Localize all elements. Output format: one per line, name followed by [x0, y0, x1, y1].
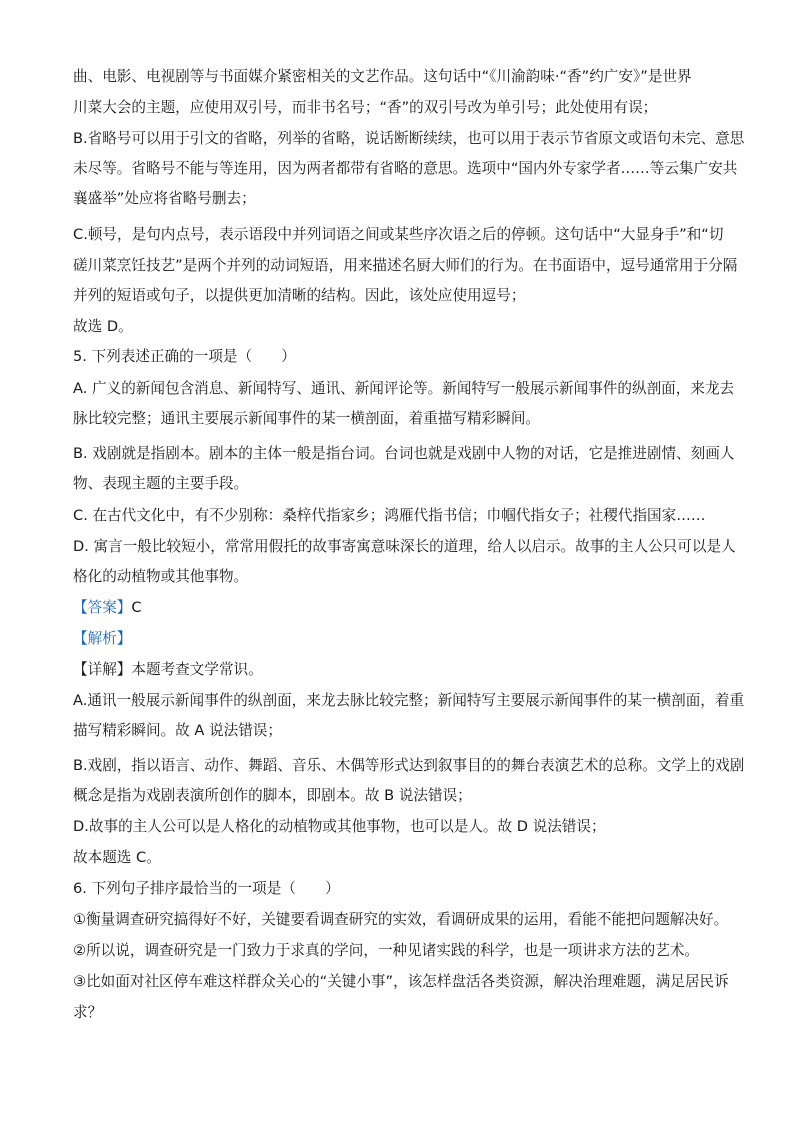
text-line: 描写精彩瞬间。故 A 说法错误；: [73, 722, 282, 739]
text-line: 磋川菜烹饪技艺”是两个并列的动词短语，用来描述名厨大师们的行为。在书面语中，逗号通常用于分隔: [73, 257, 738, 274]
text-line: A.通讯一般展示新闻事件的纵剖面，来龙去脉比较完整；新闻特写主要展示新闻事件的某一横剖面，着重: [73, 692, 745, 709]
answer-label: 【答案】: [73, 599, 132, 616]
question-5-stem: 5. 下列表述正确的一项是（ ）: [73, 348, 296, 365]
question-6-stem: 6. 下列句子排序最恰当的一项是（ ）: [73, 880, 340, 897]
answer-line: [73, 598, 733, 618]
text-line: B.省略号可以用于引文的省略，列举的省略，说话断断续续，也可以用于表示节省原文或语句未完、意思: [73, 130, 745, 147]
text-line: B. 戏剧就是指剧本。剧本的主体一般是指台词。台词也就是戏剧中人物的对话，它是推进剧情、刻画人: [73, 445, 735, 462]
answer-value: C: [131, 599, 142, 616]
text-line: 物、表现主题的主要手段。: [73, 475, 249, 492]
analysis-label: 【解析】: [73, 630, 132, 647]
text-line: 求？: [73, 1004, 103, 1021]
text-line: 川菜大会的主题，应使用双引号，而非书名号；“香”的双引号改为单引号；此处使用有误；: [73, 99, 658, 116]
text-line: A. 广义的新闻包含消息、新闻特写、通讯、新闻评论等。新闻特写一般展示新闻事件的纵剖面，来龙去: [73, 380, 735, 397]
text-line: 故本题选 C。: [73, 849, 161, 866]
text-line: C. 在古代文化中，有不少别称：桑梓代指家乡；鸿雁代指书信；巾帼代指女子；社稷代指国家……: [73, 507, 706, 524]
text-line: B.戏剧，指以语言、动作、舞蹈、音乐、木偶等形式达到叙事目的的舞台表演艺术的总称。文学上的戏剧: [73, 757, 745, 774]
text-line: 概念是指为戏剧表演所创作的脚本，即剧本。故 B 说法错误；: [73, 787, 472, 804]
text-line: D. 寓言一般比较短小，常常用假托的故事寄寓意味深长的道理，给人以启示。故事的主人公只可以是人: [73, 538, 736, 555]
text-line: 格化的动植物或其他事物。: [73, 568, 249, 585]
text-line: ③比如面对社区停车难这样群众关心的“关键小事”，该怎样盘活各类资源，解决治理难题，满足居民诉: [73, 973, 729, 990]
analysis-line: [73, 629, 733, 649]
text-line: 未尽等。省略号不能与等连用，因为两者都带有省略的意思。选项中“国内外专家学者……等云集广安共: [73, 160, 738, 177]
text-line: 脉比较完整；通讯主要展示新闻事件的某一横剖面，着重描写精彩瞬间。: [73, 410, 541, 427]
text-line: D.故事的主人公可以是人格化的动植物或其他事物，也可以是人。故 D 说法错误；: [73, 818, 606, 835]
text-line: ②所以说，调查研究是一门致力于求真的学问，一种见诸实践的科学，也是一项讲求方法的艺术。: [73, 942, 700, 959]
text-line: ①衡量调查研究搞得好不好，关键要看调查研究的实效，看调研成果的运用，看能不能把问题解决好。: [73, 911, 729, 928]
text-line: C.顿号，是句内点号，表示语段中并列词语之间或某些序次语之后的停顿。这句话中“大显身手”和“切: [73, 226, 724, 243]
text-line: 曲、电影、电视剧等与书面媒介紧密相关的文艺作品。这句话中“《川渝韵味·“香”约广安》”是世界: [73, 68, 692, 85]
text-line: 【详解】本题考查文学常识。: [73, 661, 263, 678]
text-line: 故选 D。: [73, 318, 133, 335]
text-line: 并列的短语或句子，以提供更加清晰的结构。因此，该处应使用逗号；: [73, 287, 526, 304]
text-line: 襄盛举”处应将省略号删去；: [73, 190, 256, 207]
